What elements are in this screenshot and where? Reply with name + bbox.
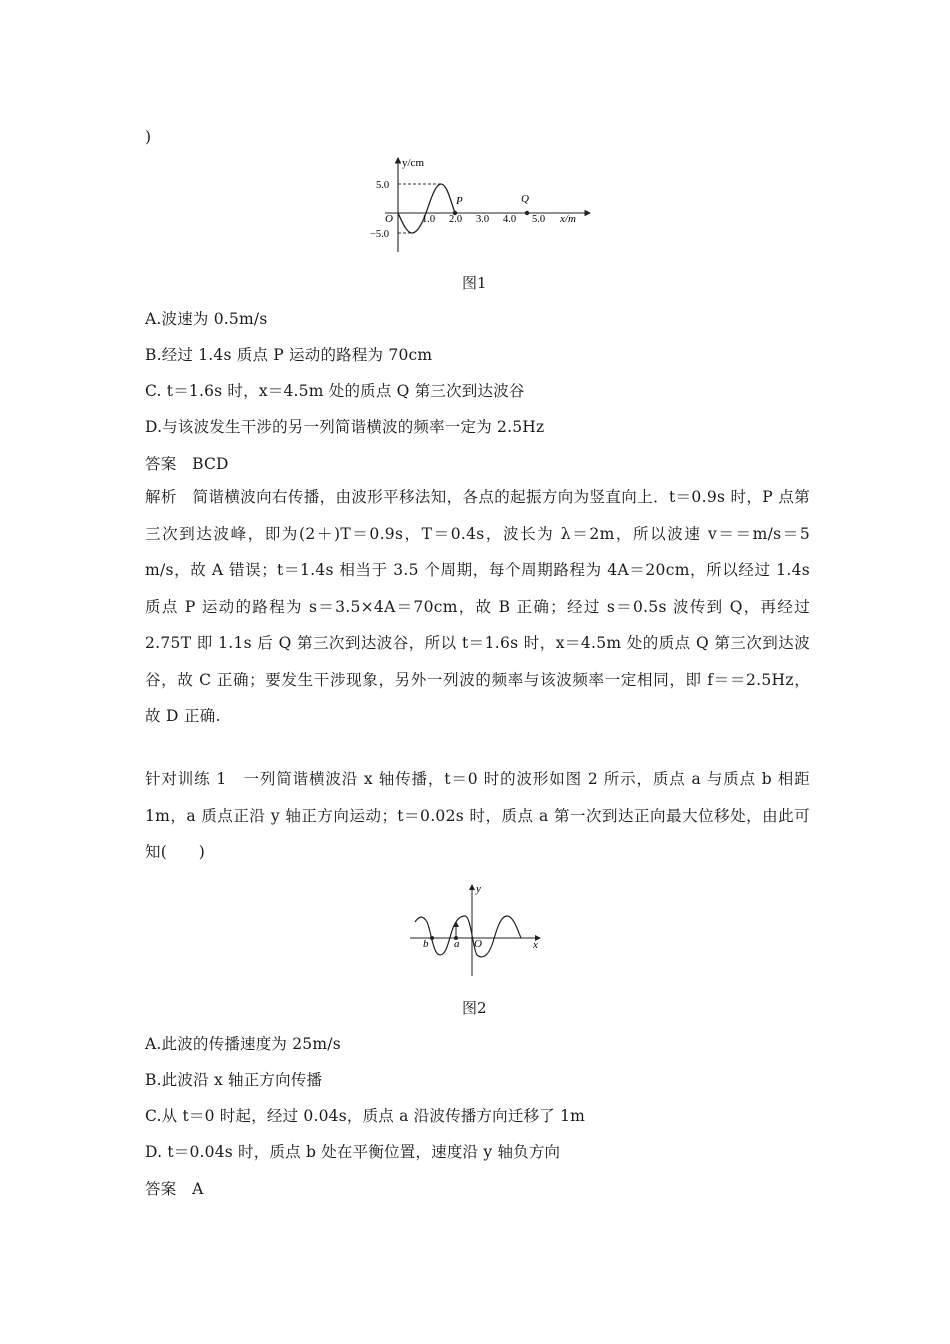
point-q-dot bbox=[525, 211, 529, 215]
wave-curve bbox=[398, 184, 455, 233]
origin-label-2: O bbox=[474, 938, 482, 950]
x-axis-label: x/m bbox=[560, 213, 576, 225]
q2-option-d: D. t＝0.04s 时，质点 b 处在平衡位置，速度沿 y 轴负方向 bbox=[145, 1143, 561, 1161]
origin-label: O bbox=[385, 213, 393, 225]
x-tick-2: 2.0 bbox=[449, 214, 463, 225]
x-tick-5: 5.0 bbox=[532, 214, 546, 225]
point-b-label: b bbox=[423, 938, 429, 950]
point-q-label: Q bbox=[521, 193, 529, 205]
x-tick-1: 1.0 bbox=[422, 214, 436, 225]
y-axis-label: y/cm bbox=[402, 157, 424, 169]
figure-1-caption: 图1 bbox=[462, 274, 487, 292]
figure-1-wave-graph bbox=[365, 152, 605, 262]
q1-answer: 答案 BCD bbox=[145, 455, 229, 473]
q2-option-c: C.从 t＝0 时起，经过 0.04s，质点 a 沿波传播方向迁移了 1m bbox=[145, 1107, 586, 1125]
point-b-dot bbox=[430, 936, 434, 940]
q1-option-b: B.经过 1.4s 质点 P 运动的路程为 70cm bbox=[145, 346, 433, 364]
q2-answer: 答案 A bbox=[145, 1180, 204, 1198]
figure-2-caption: 图2 bbox=[462, 999, 487, 1017]
y-tick-5: 5.0 bbox=[376, 180, 390, 191]
top-fragment: ) bbox=[145, 128, 152, 146]
q1-option-d: D.与该波发生干涉的另一列简谐横波的频率一定为 2.5Hz bbox=[145, 418, 545, 436]
x-tick-3: 3.0 bbox=[476, 214, 490, 225]
y-tick-neg5: −5.0 bbox=[370, 229, 390, 240]
q1-analysis: 解析 简谐横波向右传播，由波形平移法知，各点的起振方向为竖直向上．t＝0.9s 时，P 点第三次到达波峰，即为(2＋)T＝0.9s，T＝0.4s，波长为 λ＝2m，所以波速 v＝＝m/s＝5 m/s，故 A 错误；t＝1.4s 相当于 3.5 个周期，每个周期路程为 4A＝20cm，所以经过 1.4s 质点 P 运动的路程为 s＝3.5×4A＝70cm，故 B 正确；经过 s＝0.5s 波传到 Q，再经过 2.75T 即 1.1s 后 Q 第三次到达波谷，所以 t＝1.6s 时，x＝4.5m 处的质点 Q 第三次到达波谷，故 C 正确；要发生干涉现象，另外一列波的频率与该波频率一定相同，即 f＝＝2.5Hz，故 D 正确. bbox=[145, 488, 810, 725]
q2-option-a: A.此波的传播速度为 25m/s bbox=[145, 1035, 341, 1053]
y-axis-label-2: y bbox=[476, 883, 481, 895]
q2-option-b: B.此波沿 x 轴正方向传播 bbox=[145, 1071, 323, 1089]
figure-2-wave-graph bbox=[405, 880, 545, 980]
point-a-label: a bbox=[454, 938, 460, 950]
q1-option-a: A.波速为 0.5m/s bbox=[145, 310, 268, 328]
x-axis-label-2: x bbox=[533, 939, 538, 951]
x-tick-4: 4.0 bbox=[503, 214, 517, 225]
point-p-label: P bbox=[456, 195, 463, 207]
q2-stem: 针对训练 1 一列简谐横波沿 x 轴传播，t＝0 时的波形如图 2 所示，质点 a 与质点 b 相距 1m，a 质点正沿 y 轴正方向运动；t＝0.02s 时，质点 a 第一次到达正向最大位移处，由此可知( ) bbox=[145, 770, 810, 861]
q1-option-c: C. t＝1.6s 时，x＝4.5m 处的质点 Q 第三次到达波谷 bbox=[145, 382, 525, 400]
